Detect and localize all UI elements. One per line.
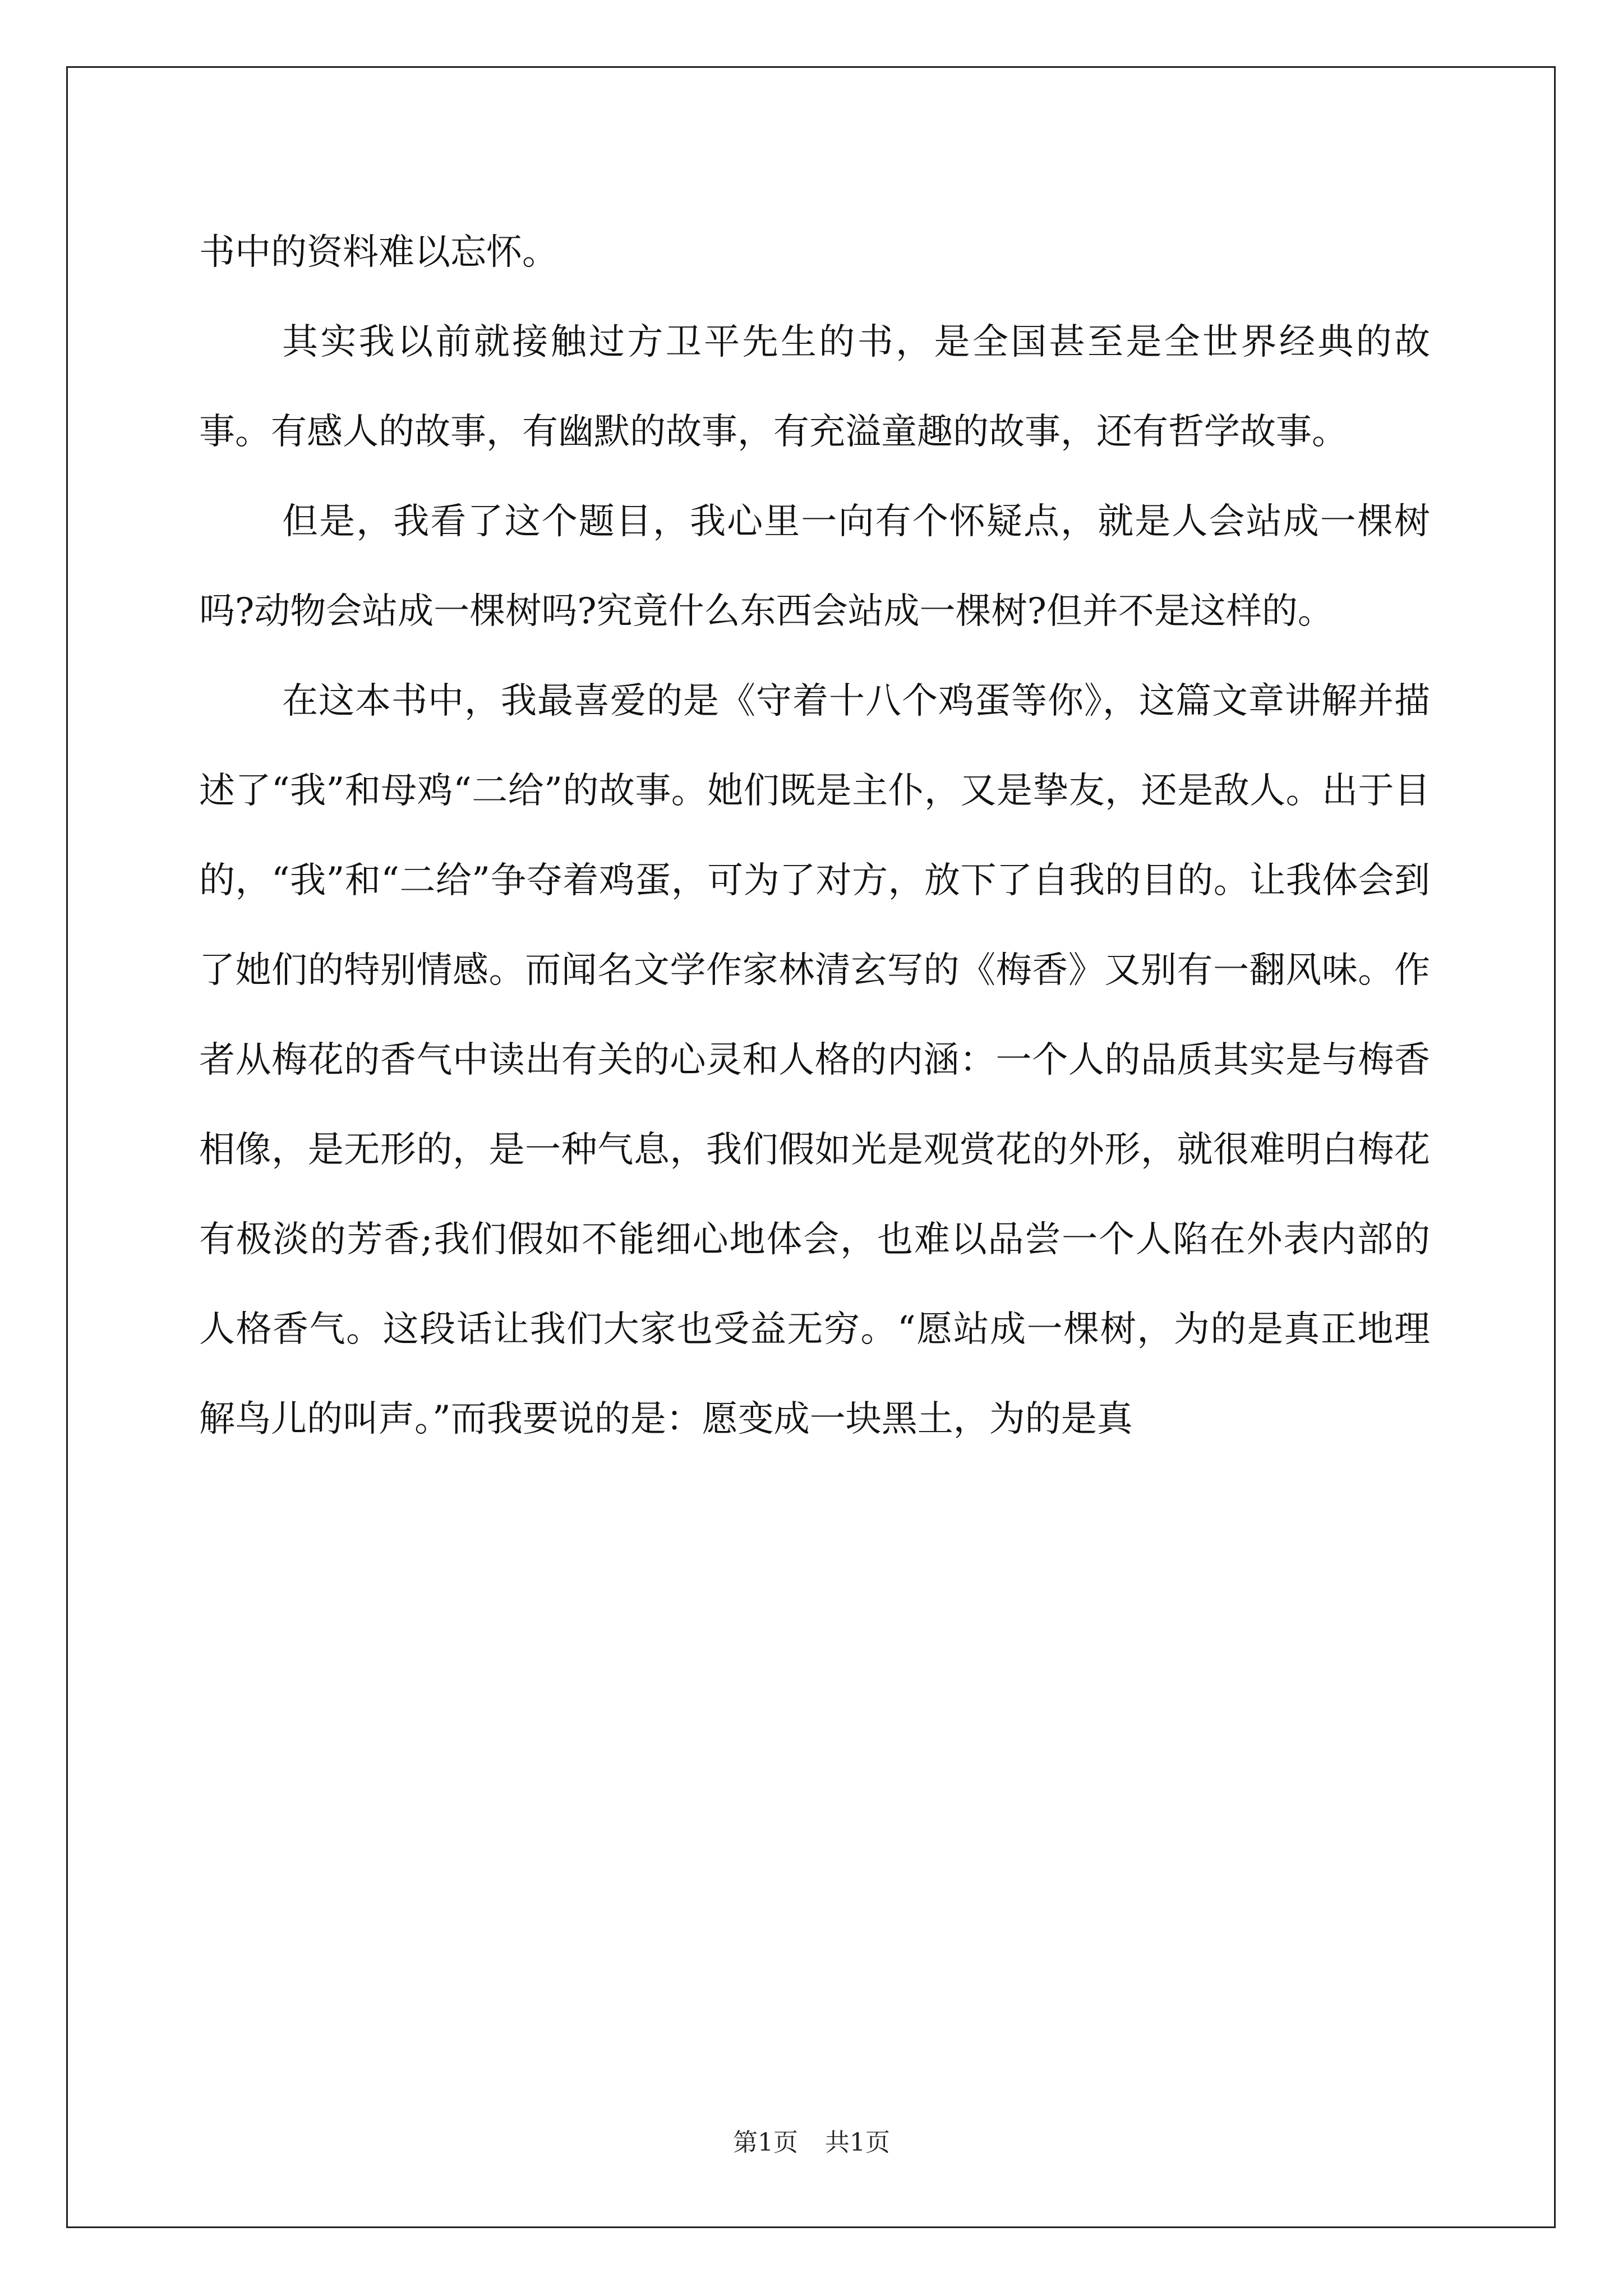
paragraph-1: 书中的资料难以忘怀。 xyxy=(199,232,558,273)
document-body xyxy=(199,208,1430,1464)
page-total: 共1页 xyxy=(825,2128,890,2157)
paragraph-2: 其实我以前就接触过方卫平先生的书，是全国甚至是全世界经典的故事。有感人的故事，有幽默的故事，有充溢童趣的故事，还有哲学故事。 xyxy=(199,321,1430,453)
page-footer xyxy=(0,2126,1623,2160)
page-number: 第1页 xyxy=(733,2128,798,2157)
paragraph-4: 在这本书中，我最喜爱的是《守着十八个鸡蛋等你》，这篇文章讲解并描述了“我”和母鸡“二给”的故事。她们既是主仆，又是挚友，还是敌人。出于目的，“我”和“二给”争夺着鸡蛋，可为了对方，放下了自我的目的。让我体会到了她们的特别情感。而闻名文学作家林清玄写的《梅香》又别有一翻风味。作者从梅花的香气中读出有关的心灵和人格的内涵：一个人的品质其实是与梅香相像，是无形的，是一种气息，我们假如光是观赏花的外形，就很难明白梅花有极淡的芳香;我们假如不能细心地体会，也难以品尝一个人陷在外表内部的人格香气。这段话让我们大家也受益无穷。“愿站成一棵树，为的是真正地理解鸟儿的叫声。”而我要说的是：愿变成一块黑土，为的是真 xyxy=(199,680,1430,1440)
paragraph-3: 但是，我看了这个题目，我心里一向有个怀疑点，就是人会站成一棵树吗?动物会站成一棵树吗?究竟什么东西会站成一棵树?但并不是这样的。 xyxy=(199,501,1430,632)
